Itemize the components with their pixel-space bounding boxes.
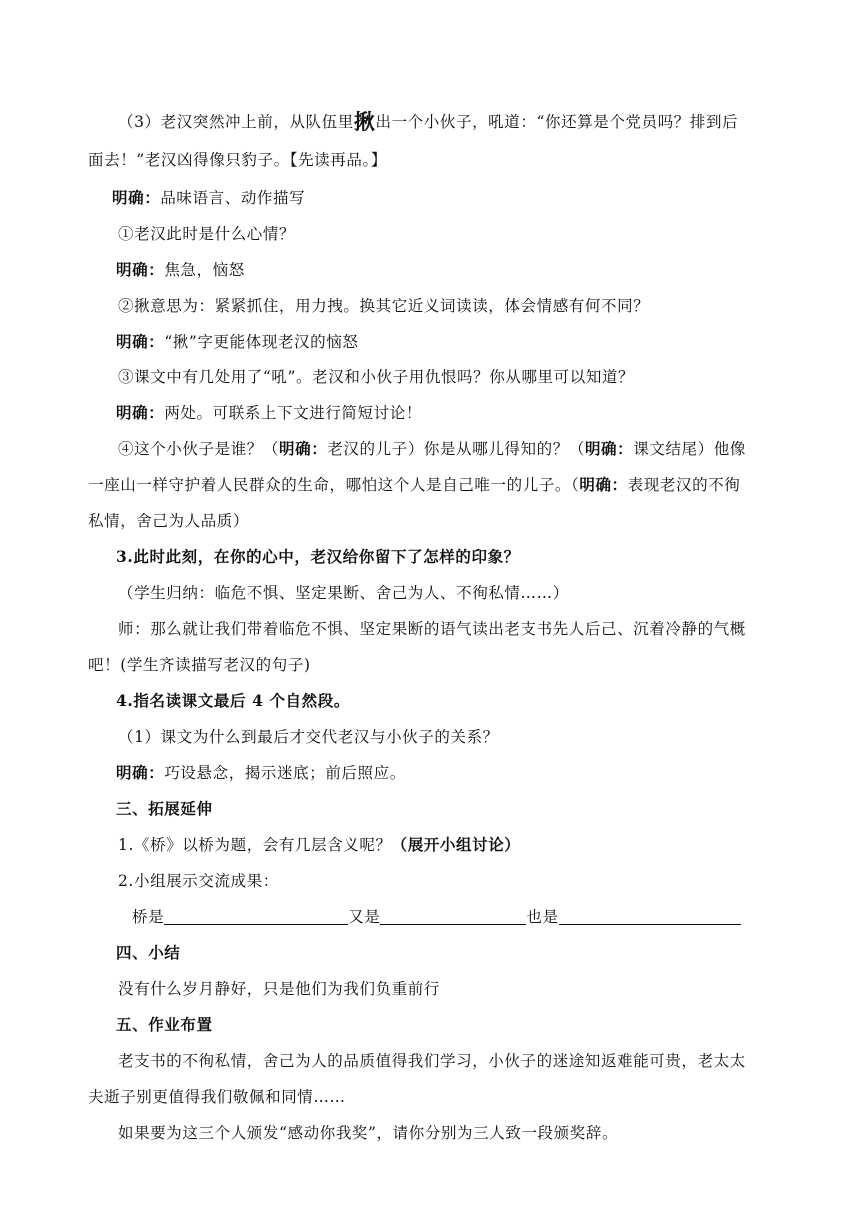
heading-summary: 四、小结	[116, 943, 181, 962]
extension-question-1	[118, 834, 520, 856]
teacher-line-2: 吧！(学生齐读描写老汉的句子)	[88, 656, 311, 674]
summary-text: 没有什么岁月静好，只是他们为我们负重前行	[118, 980, 441, 998]
blank-1[interactable]	[164, 908, 348, 925]
text: 1.《桥》以桥为题，会有几层含义呢？	[118, 836, 392, 854]
question-2: ②揪意思为：紧紧抓住，用力拽。换其它近义词读读，体会情感有何不同？	[118, 297, 650, 315]
heading-extension: 三、拓展延伸	[116, 799, 213, 818]
homework-line-3: 如果要为这三个人颁发“感动你我奖”，请你分别为三人致一段颁奖辞。	[118, 1124, 619, 1142]
answer-label: 明确：	[584, 439, 634, 458]
answer-3	[116, 402, 422, 424]
answer-text: 焦急，恼怒	[164, 261, 245, 279]
answer-label: 明确：	[116, 332, 165, 351]
text: 表现老汉的不徇	[627, 476, 741, 494]
extension-question-2: 2.小组展示交流成果：	[118, 872, 279, 890]
heading-homework: 五、作业布置	[116, 1015, 213, 1034]
answer-label: 明确：	[579, 475, 628, 494]
paragraph-3-line-1	[118, 111, 738, 133]
student-summary: （学生归纳：临危不惧、坚定果断、舍己为人、不徇私情……）	[118, 584, 569, 602]
emphasized-char: 揪	[353, 109, 376, 134]
text: 老汉的儿子）你是从哪儿得知的？（	[327, 440, 585, 458]
question-4-line-2	[88, 474, 740, 496]
fill-in-line	[132, 906, 741, 928]
fill-label: 桥是	[132, 908, 165, 926]
answer-label: 明确：	[279, 439, 328, 458]
homework-line-2: 夫逝子别更值得我们敬佩和同情……	[88, 1088, 346, 1106]
paragraph-3-line-2: 面去！”老汉凶得像只豹子。【先读再品。】	[88, 151, 387, 169]
answer-text: “揪”字更能体现老汉的恼怒	[164, 333, 359, 351]
fill-label: 也是	[526, 908, 559, 926]
section-4-title: 4.指名读课文最后 4 个自然段。	[116, 691, 350, 710]
teacher-line-1: 师：那么就让我们带着临危不惧、坚定果断的语气读出老支书先人后己、沉着冷静的气概	[118, 620, 746, 638]
answer-label: 明确：	[116, 763, 165, 782]
answer-line-1	[112, 187, 305, 209]
text: （3）老汉突然冲上前，从队伍里	[118, 113, 354, 131]
question-1: ①老汉此时是什么心情？	[118, 225, 296, 243]
answer-text: 巧设悬念，揭示迷底；前后照应。	[164, 764, 406, 782]
section-4-answer	[116, 762, 406, 784]
answer-1	[116, 259, 245, 281]
text: 出一个小伙子，吼道：“你还算是个党员吗？排到后	[375, 113, 739, 131]
text: 课文结尾）他像	[633, 440, 746, 458]
blank-3[interactable]	[559, 908, 741, 925]
question-4-line-3: 私情，舍己为人品质）	[88, 512, 250, 530]
text: ④这个小伙子是谁？（	[118, 440, 280, 458]
text: （展开小组讨论）	[391, 835, 521, 854]
section-4-question: （1）课文为什么到最后才交代老汉与小伙子的关系？	[118, 728, 499, 746]
answer-label: 明确：	[116, 260, 165, 279]
blank-2[interactable]	[380, 908, 526, 925]
answer-label: 明确：	[116, 403, 165, 422]
fill-label: 又是	[348, 908, 381, 926]
answer-text: 两处。可联系上下文进行简短讨论！	[164, 404, 422, 422]
answer-2	[116, 331, 358, 353]
homework-line-1: 老支书的不徇私情，舍己为人的品质值得我们学习，小伙子的迷途知返难能可贵，老太太	[118, 1052, 746, 1070]
answer-label: 明确：	[112, 188, 161, 207]
section-3-title: 3.此时此刻，在你的心中，老汉给你留下了怎样的印象？	[116, 547, 520, 566]
text: 一座山一样守护着人民群众的生命，哪怕这个人是自己唯一的儿子。（	[88, 476, 580, 494]
answer-text: 品味语言、动作描写	[160, 189, 306, 207]
question-3: ③课文中有几处用了“吼”。老汉和小伙子用仇恨吗？你从哪里可以知道？	[118, 368, 635, 386]
question-4-line-1	[118, 438, 746, 460]
